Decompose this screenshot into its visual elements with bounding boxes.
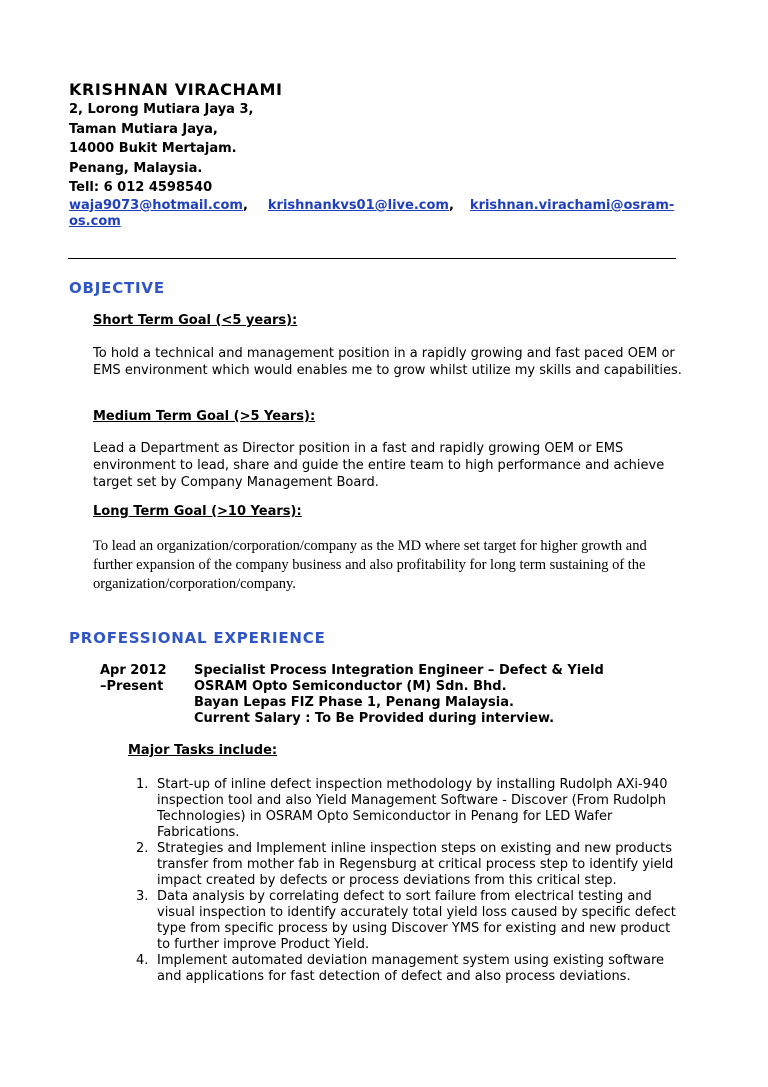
- medium-term-goal-title: Medium Term Goal (>5 Years):: [93, 409, 316, 424]
- email-separator: ,: [242, 197, 248, 213]
- email-links: [69, 198, 679, 230]
- experience-heading: PROFESSIONAL EXPERIENCE: [69, 629, 326, 647]
- address-block: [69, 100, 679, 198]
- phone-number: Tell: 6 012 4598540: [69, 180, 213, 195]
- list-item: 4. Implement automated deviation management system using existing software and applications for fast detection of defect and also process deviations.: [136, 953, 665, 984]
- long-term-goal-text: To lead an organization/corporation/company as the MD where set target for higher growth and further expansion of the company business and also profitability for long term sustaining of the organization/corporation/company.: [93, 538, 647, 592]
- list-item: 2. Strategies and Implement inline inspection steps on existing and new products transfer from mother fab in Regensburg at critical process step to identify yield impact created by defects or process deviations from this critical step.: [136, 841, 674, 888]
- job-dates: [100, 663, 167, 695]
- email-link-live[interactable]: krishnankvs01@live.com: [267, 197, 449, 213]
- address-line: Taman Mutiara Jaya,: [69, 121, 218, 137]
- job-start-date: Apr 2012: [100, 663, 167, 678]
- job-position: Specialist Process Integration Engineer – Defect & Yield: [194, 663, 604, 678]
- job-company: OSRAM Opto Semiconductor (M) Sdn. Bhd.: [194, 679, 507, 694]
- address-line: Penang, Malaysia.: [69, 160, 203, 176]
- job-details: [194, 663, 604, 727]
- short-term-goal-text: To hold a technical and management position in a rapidly growing and fast paced OEM or EMS environment which would enables me to grow whilst utilize my skills and capabilities.: [93, 346, 682, 378]
- list-item: 3. Data analysis by correlating defect to sort failure from electrical testing and visual inspection to identify accurately total yield loss caused by specific defect type from specific process by using Discover YMS for existing and new product to further improve Product Yield.: [136, 889, 676, 952]
- email-link-hotmail[interactable]: waja9073@hotmail.com: [69, 197, 243, 213]
- address-line: 2, Lorong Mutiara Jaya 3,: [69, 102, 254, 117]
- address-line: 14000 Bukit Mertajam.: [69, 141, 237, 156]
- email-separator: ,: [448, 197, 454, 213]
- candidate-name: KRISHNAN VIRACHAMI: [69, 80, 283, 99]
- contact-header: [69, 80, 679, 230]
- major-tasks-title: Major Tasks include:: [128, 743, 278, 758]
- task-list: [136, 777, 686, 985]
- job-end-date: –Present: [100, 679, 164, 694]
- long-term-goal-title: Long Term Goal (>10 Years):: [93, 504, 302, 519]
- job-salary: Current Salary : To Be Provided during interview.: [194, 711, 555, 726]
- list-item: 1. Start-up of inline defect inspection methodology by installing Rudolph AXi-940 inspection tool and also Yield Management Software - Discover (From Rudolph Technologies) in OSRAM Opto Semiconductor in Penang for LED Wafer Fabrications.: [136, 777, 668, 840]
- medium-term-goal-text: Lead a Department as Director position in a fast and rapidly growing OEM or EMS environment to lead, share and guide the entire team to high performance and achieve target set by Company Management Board.: [93, 441, 665, 490]
- objective-heading: OBJECTIVE: [69, 279, 165, 297]
- short-term-goal-title: Short Term Goal (<5 years):: [93, 313, 298, 328]
- header-divider: [68, 258, 676, 259]
- email-link-osram[interactable]: krishnan.virachami@osram- os.com: [69, 197, 675, 229]
- job-location: Bayan Lepas FIZ Phase 1, Penang Malaysia.: [194, 695, 514, 710]
